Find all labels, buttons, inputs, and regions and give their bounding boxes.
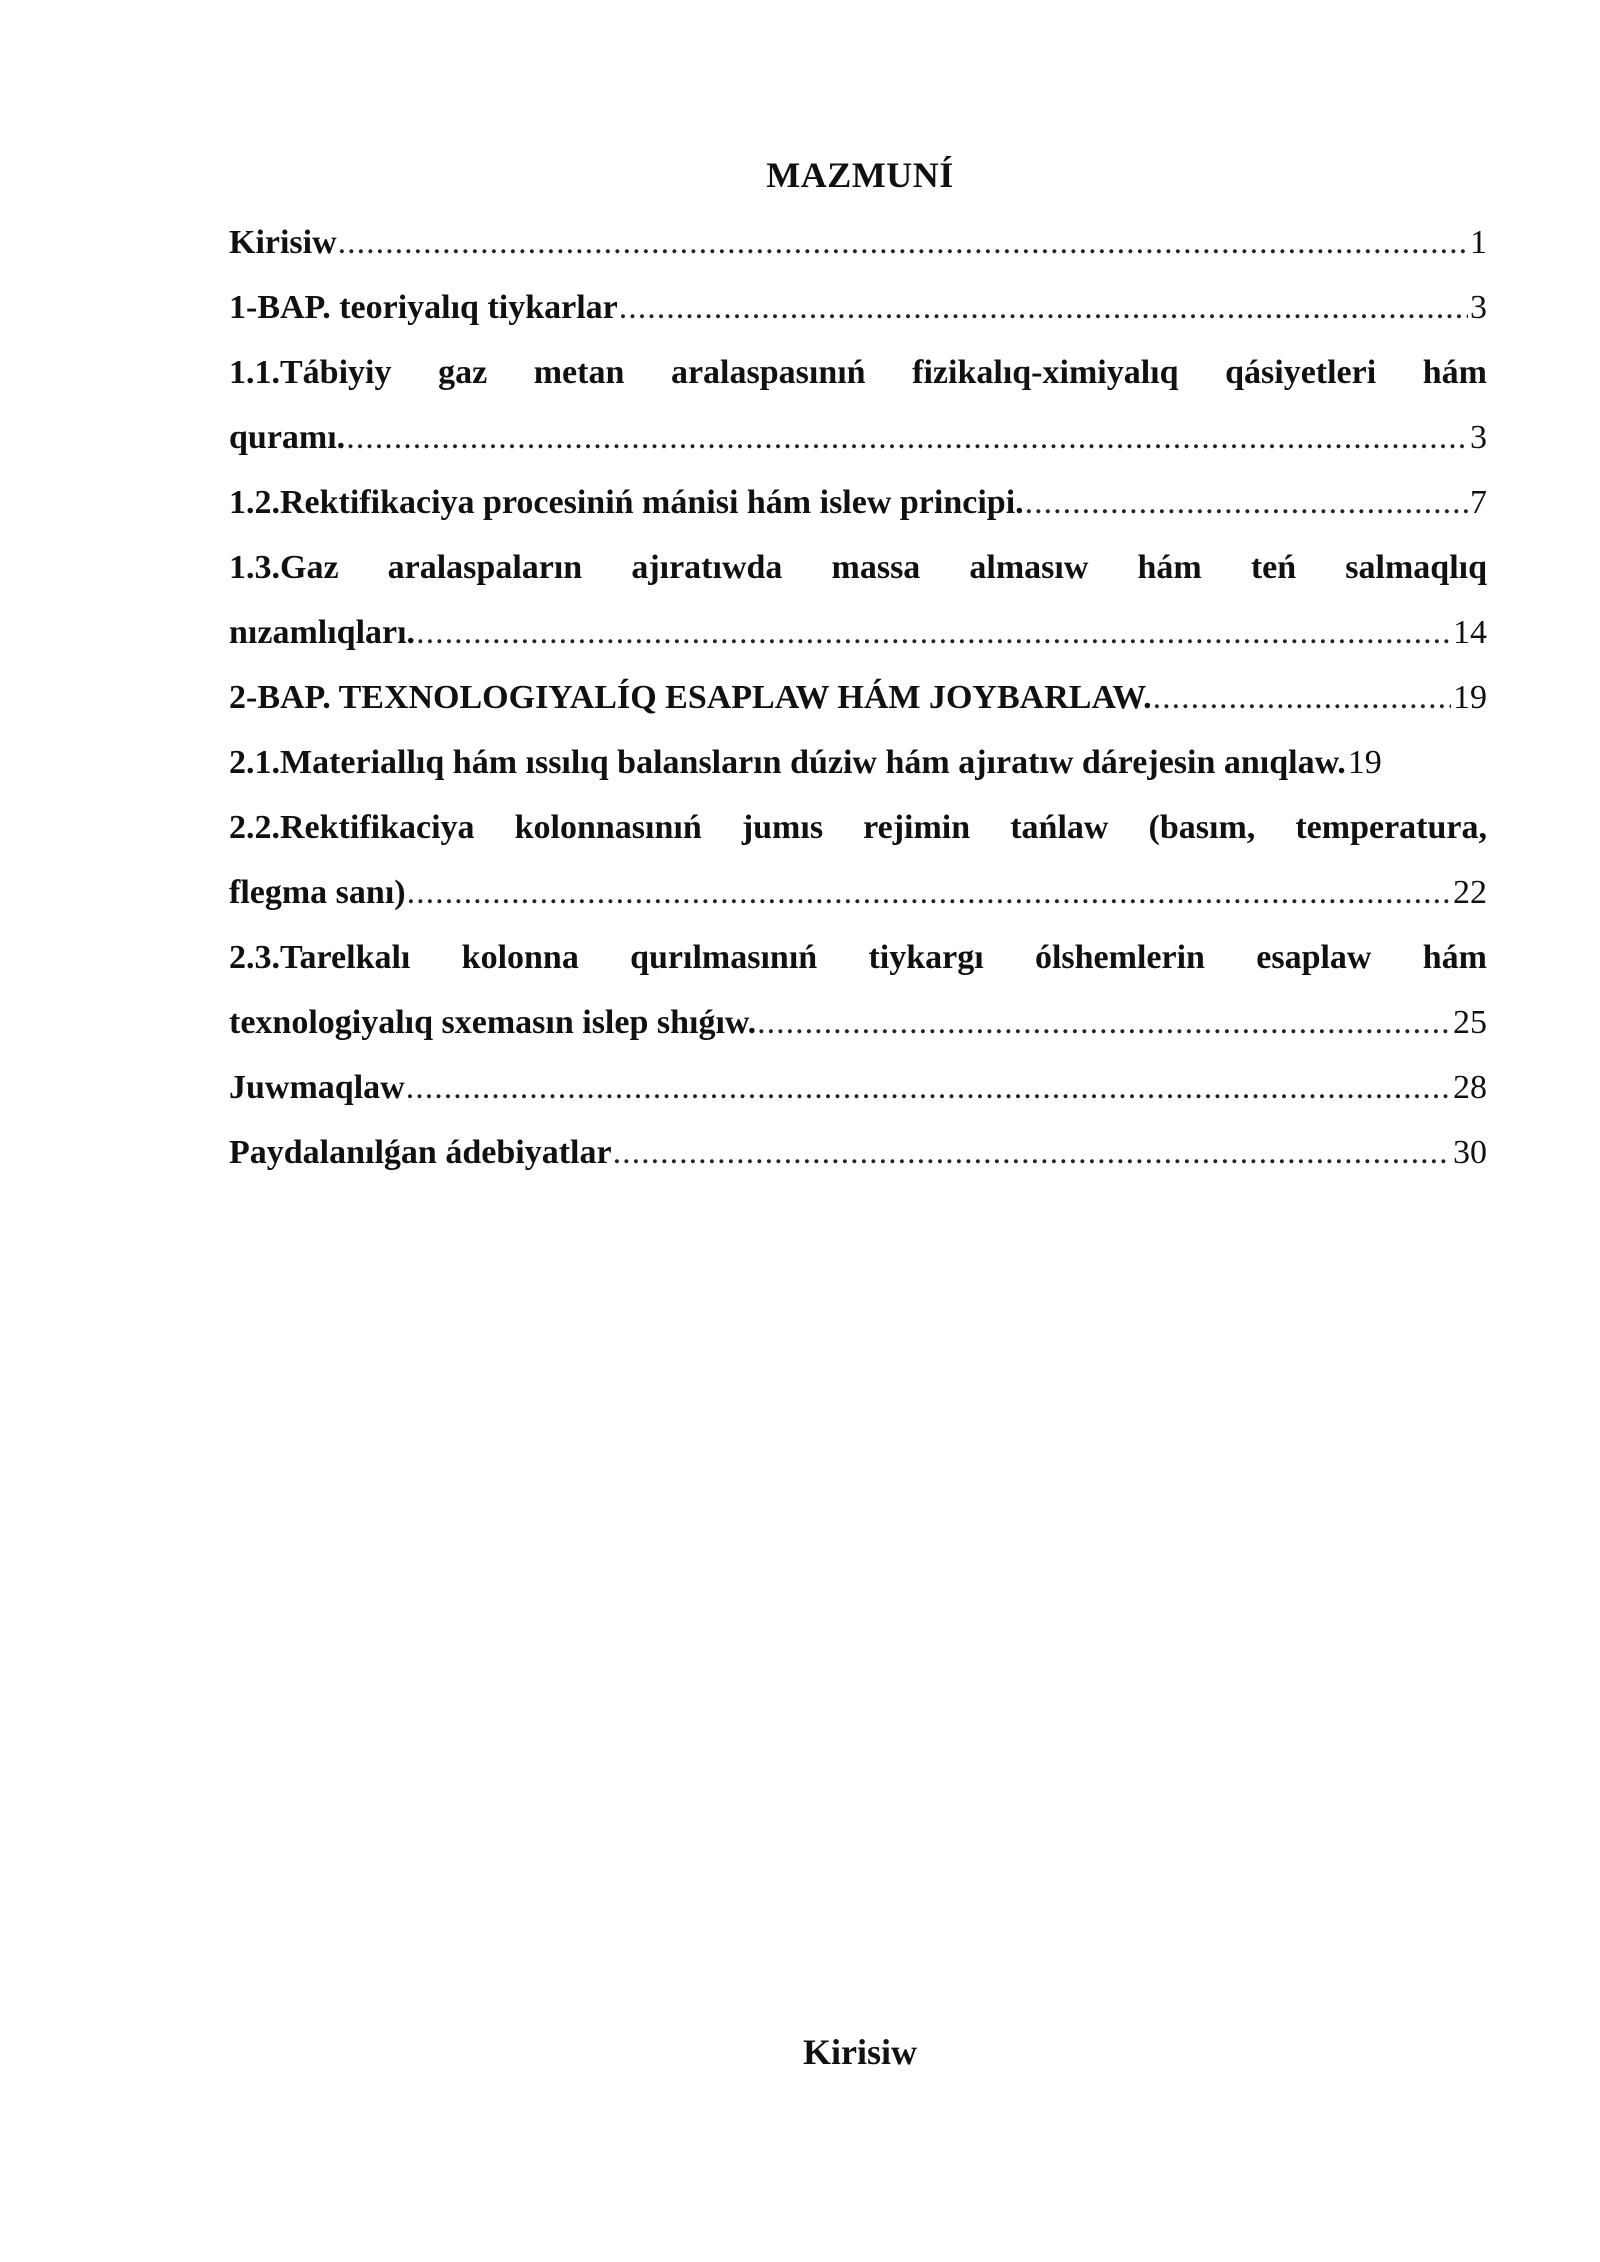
toc-page-number: 28 [1453,1069,1487,1106]
toc-page-number: 19 [1347,744,1382,781]
dot-leader [338,210,1468,275]
dot-leader [1153,665,1451,730]
toc-entry[interactable] [229,405,1487,470]
toc-entry[interactable] [229,1055,1487,1120]
toc-entry[interactable] [229,470,1487,535]
toc-entry[interactable] [229,990,1487,1055]
dot-leader [416,600,1451,665]
toc-page-number: 19 [1453,679,1487,716]
toc-entry-text: 2.1.Materiallıq hám ıssılıq balansların dúziw hám ajıratıw dárejesin anıqlaw. [229,744,1346,781]
toc-entry[interactable] [229,665,1487,730]
toc-entry[interactable] [229,1120,1487,1185]
toc-entry[interactable] [229,275,1487,340]
toc-page-number: 3 [1470,289,1487,326]
toc-entry[interactable] [229,730,1487,795]
toc-entry-text: flegma sanı) [229,874,406,911]
toc-entry-text: texnologiyalıq sxemasın islep shıǵıw. [229,1004,757,1041]
section-heading: Kirisiw [803,2032,917,2072]
toc-entry-text: 2-BAP. TEXNOLOGIYALÍQ ESAPLAW HÁM JOYBARLAW. [229,679,1152,716]
toc-page-number: 1 [1470,224,1487,261]
dot-leader [346,405,1468,470]
dot-leader [613,1120,1451,1185]
toc-page-number: 22 [1453,874,1487,911]
toc-entry-text: Paydalanılǵan ádebiyatlar [229,1134,612,1171]
toc-entry-first-line[interactable]: 1.1.Tábiyiy gaz metan aralaspasınıń fizikalıq-ximiyalıq qásiyetleri hám [229,354,1487,391]
toc-entry[interactable] [229,600,1487,665]
toc-entry-first-line[interactable]: 2.2.Rektifikaciya kolonnasınıń jumıs rejimin tańlaw (basım, temperatura, [229,809,1487,846]
dot-leader [1025,470,1468,535]
toc-page-number: 3 [1470,419,1487,456]
toc-entry[interactable] [229,860,1487,925]
toc-page-number: 30 [1453,1134,1487,1171]
dot-leader [619,275,1468,340]
toc-entry-first-line[interactable]: 1.3.Gaz aralaspaların ajıratıwda massa almasıw hám teń salmaqlıq [229,549,1487,586]
toc-page-number: 14 [1453,614,1487,651]
table-of-contents [229,210,1487,1185]
dot-leader [757,990,1451,1055]
toc-page-number: 7 [1470,484,1487,521]
toc-entry-text: 1.2.Rektifikaciya procesiniń mánisi hám islew principi. [229,484,1024,521]
toc-entry-text: Kirisiw [229,224,337,261]
toc-page-number: 25 [1453,1004,1487,1041]
toc-entry-text: 1-BAP. teoriyalıq tiykarlar [229,289,618,326]
toc-entry-first-line[interactable]: 2.3.Tarelkalı kolonna qurılmasınıń tiykargı ólshemlerin esaplaw hám [229,939,1487,976]
toc-entry-text: quramı. [229,419,346,456]
toc-entry[interactable] [229,210,1487,275]
dot-leader [407,860,1451,925]
toc-entry-text: Juwmaqlaw [229,1069,405,1106]
dot-leader [406,1055,1451,1120]
toc-entry-text: nızamlıqları. [229,614,416,651]
toc-title: MAZMUNÍ [766,155,954,195]
